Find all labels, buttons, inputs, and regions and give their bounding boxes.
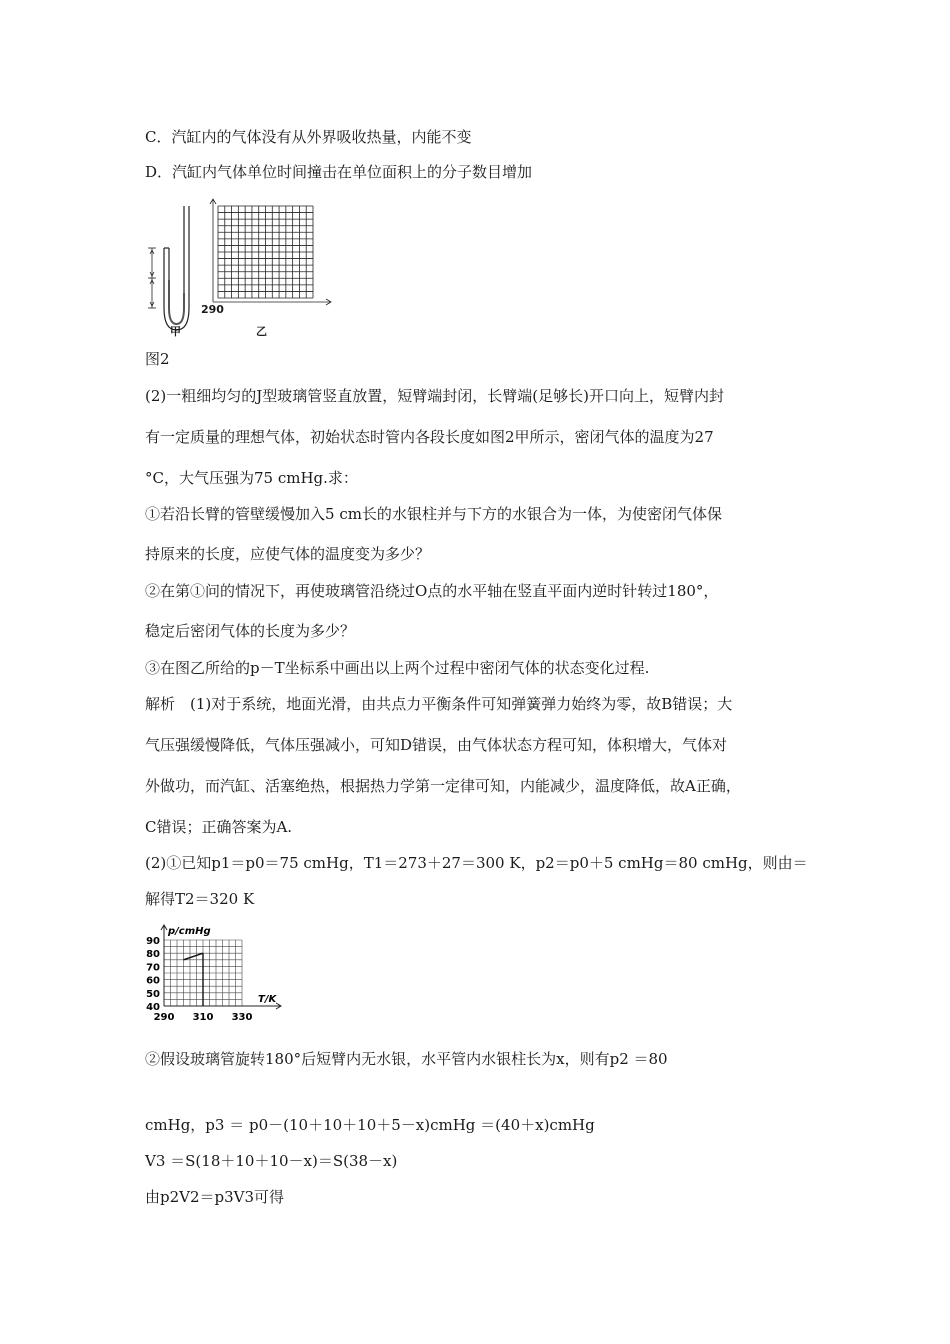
- option-d: D．汽缸内气体单位时间撞击在单位面积上的分子数目增加: [145, 163, 533, 181]
- fig-label-jia: 甲: [170, 325, 181, 338]
- fig-label-yi: 乙: [256, 325, 267, 338]
- text-line: 稳定后密闭气体的长度为多少？: [145, 622, 356, 640]
- x-tick-label: 310: [192, 1012, 214, 1020]
- text-line: °C，大气压强为75 cmHg.求：: [145, 469, 358, 487]
- solution-text: ②假设玻璃管旋转180°后短臂内无水银，水平管内水银柱长为x，则有p2 ＝80: [145, 1050, 668, 1068]
- solution-text: (2)①已知p1＝p0＝75 cmHg，T1＝273＋27＝300 K，p2＝p0＋5 cmHg＝80 cmHg，则由＝: [145, 854, 808, 872]
- solution-text: 外做功，而汽缸、活塞绝热，根据热力学第一定律可知，内能减少，温度降低，故A正确，: [145, 777, 741, 795]
- y-tick-label: 40: [146, 1002, 160, 1013]
- solution-text: 气压强缓慢降低，气体压强减小，可知D错误，由气体状态方程可知，体积增大，气体对: [145, 736, 728, 754]
- fig-origin-label: 290: [201, 303, 224, 316]
- y-tick-label: 50: [146, 988, 160, 1000]
- question-2: ②在第①问的情况下，再使玻璃管沿绕过O点的水平轴在竖直平面内逆时针转过180°，: [145, 582, 719, 600]
- solution-text: 由p2V2＝p3V3可得: [145, 1188, 285, 1206]
- figure-caption: 图2: [145, 350, 170, 368]
- pT-chart: [140, 922, 290, 1020]
- question-3: ③在图乙所给的p－T坐标系中画出以上两个过程中密闭气体的状态变化过程.: [145, 659, 650, 677]
- y-tick-label: 70: [146, 962, 160, 974]
- y-tick-label: 60: [146, 975, 160, 987]
- empty-pT-grid: [210, 199, 331, 305]
- solution-text: V3 ＝S(18＋10＋10－x)＝S(38－x): [145, 1152, 398, 1170]
- figure-2: [140, 198, 340, 338]
- y-tick-label: 80: [146, 949, 160, 961]
- y-axis-label: p/cmHg: [168, 926, 211, 937]
- x-tick-label: 290: [153, 1012, 175, 1020]
- j-tube-diagram: [148, 206, 189, 330]
- solution-text: 解析 (1)对于系统，地面光滑，由共点力平衡条件可知弹簧弹力始终为零，故B错误；大: [145, 695, 733, 713]
- series-line-1: [184, 953, 204, 960]
- text-line: 有一定质量的理想气体，初始状态时管内各段长度如图2甲所示，密闭气体的温度为27: [145, 428, 714, 446]
- x-axis-label: T/K: [258, 994, 277, 1005]
- solution-text: C错误；正确答案为A.: [145, 818, 293, 836]
- text-line: (2)一粗细均匀的J型玻璃管竖直放置，短臂端封闭，长臂端(足够长)开口向上，短臂内封: [145, 387, 724, 405]
- question-1: ①若沿长臂的管壁缓慢加入5 cm长的水银柱并与下方的水银合为一体，为使密闭气体保: [145, 505, 722, 523]
- y-tick-label: 90: [146, 936, 160, 947]
- text-line: 持原来的长度，应使气体的温度变为多少？: [145, 545, 431, 563]
- solution-text: 解得T2＝320 K: [145, 890, 255, 908]
- x-tick-label: 330: [231, 1012, 253, 1020]
- option-c: C．汽缸内的气体没有从外界吸收热量，内能不变: [145, 128, 472, 146]
- solution-text: cmHg，p3 ＝ p0－(10＋10＋10＋5－x)cmHg ＝(40＋x)cmHg: [145, 1116, 595, 1134]
